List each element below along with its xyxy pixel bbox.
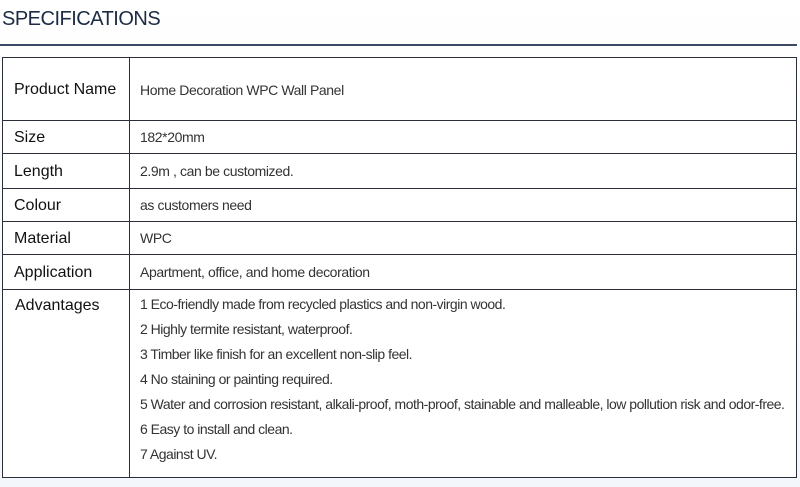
row-value-advantages [130, 290, 797, 478]
row-label-size: Size [3, 121, 130, 154]
table-row [3, 222, 797, 255]
table-row [3, 58, 797, 121]
row-label-material: Material [3, 222, 130, 255]
row-label-length: Length [3, 154, 130, 189]
row-value-material: WPC [130, 222, 797, 255]
table-row [3, 154, 797, 189]
specifications-table [2, 57, 797, 478]
row-value-application: Apartment, office, and home decoration [130, 255, 797, 290]
row-value-length: 2.9m , can be customized. [130, 154, 797, 189]
row-value-product-name: Home Decoration WPC Wall Panel [130, 58, 797, 121]
page-title: SPECIFICATIONS [2, 8, 161, 30]
table-row [3, 255, 797, 290]
advantage-item: 6 Easy to install and clean. [140, 421, 293, 437]
row-value-colour: as customers need [130, 189, 797, 222]
row-value-size: 182*20mm [130, 121, 797, 154]
row-label-colour: Colour [3, 189, 130, 222]
table-row [3, 290, 797, 478]
advantage-item: 1 Eco-friendly made from recycled plastics and non-virgin wood. [140, 296, 506, 312]
advantage-item: 4 No staining or painting required. [140, 371, 333, 387]
advantage-item: 3 Timber like finish for an excellent non-slip feel. [140, 346, 413, 362]
advantage-item: 2 Highly termite resistant, waterproof. [140, 321, 353, 337]
advantage-item: 7 Against UV. [140, 446, 218, 462]
table-row [3, 121, 797, 154]
advantage-item: 5 Water and corrosion resistant, alkali-proof, moth-proof, stainable and malleable, low pollution risk and odor-free. [140, 396, 785, 412]
title-divider [0, 44, 797, 46]
row-label-advantages: Advantages [3, 290, 130, 478]
row-label-product-name: Product Name [3, 58, 130, 121]
row-label-application: Application [3, 255, 130, 290]
table-row [3, 189, 797, 222]
